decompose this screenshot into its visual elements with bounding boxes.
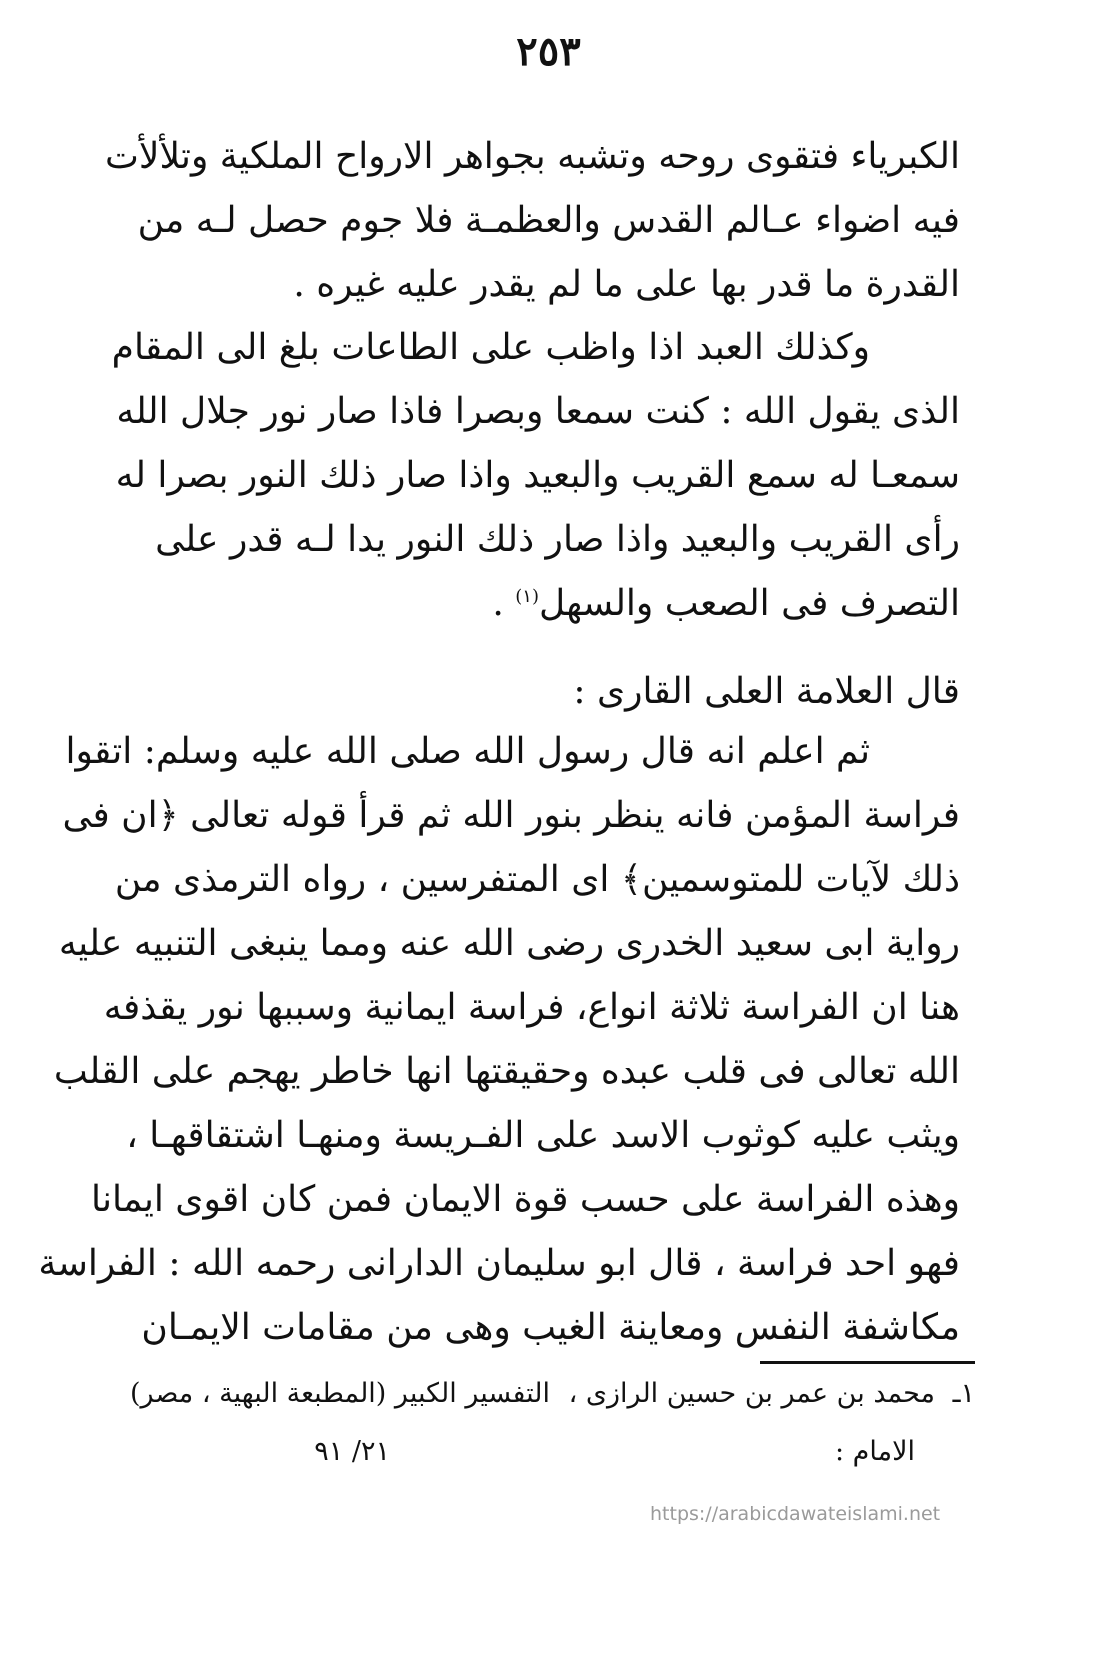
footnote-book: التفسير الكبير (المطبعة البهية ، مصر) <box>129 1378 550 1409</box>
watermark-url: https://arabicdawateislami.net <box>650 1503 941 1525</box>
footnote-number: ١ـ <box>952 1378 975 1409</box>
text-line-content: التصرف فى الصعب والسهل <box>538 583 960 624</box>
text-line: ذلك لآيات للمتوسمين﴾ اى المتفرسين ، رواه الترمذى من <box>114 859 960 900</box>
text-line: رأى القريب والبعيد واذا صار ذلك النور يدا لـه قدر على <box>155 519 960 560</box>
text-line: وهذه الفراسة على حسب قوة الايمان فمن كان اقوى ايمانا <box>91 1179 960 1220</box>
text-line: القدرة ما قدر بها على ما لم يقدر عليه غيره . <box>293 264 960 305</box>
footnote-divider <box>760 1361 975 1364</box>
text-line: ويثب عليه كوثوب الاسد على الفـريسة ومنهـا اشتقاقهـا ، <box>126 1115 960 1156</box>
text-line: فراسة المؤمن فانه ينظر بنور الله ثم قرأ قوله تعالى ﴿ان فى <box>62 795 960 836</box>
paragraph-2 <box>111 316 960 636</box>
footnote-author: محمد بن عمر بن حسين الرازى ، <box>568 1378 935 1409</box>
text-line: وكذلك العبد اذا واظب على الطاعات بلغ الى المقام <box>111 327 870 368</box>
footnote-label: الامام : <box>835 1436 915 1467</box>
footnote-pages: ٢١/ ٩١ <box>314 1436 390 1467</box>
text-line: فهو احد فراسة ، قال ابو سليمان الدارانى رحمه الله : الفراسة <box>38 1243 960 1284</box>
text-line: هنا ان الفراسة ثلاثة انواع، فراسة ايمانية وسببها نور يقذفه <box>103 987 960 1028</box>
text-line: فيه اضواء عـالم القدس والعظمـة فلا جوم حصل لـه من <box>137 200 960 241</box>
text-line: رواية ابى سعيد الخدرى رضى الله عنه ومما ينبغى التنبيه عليه <box>58 923 960 964</box>
text-line: الله تعالى فى قلب عبده وحقيقتها انها خاطر يهجم على القلب <box>53 1051 960 1092</box>
text-line: الكبرياء فتقوى روحه وتشبه بجواهر الارواح الملكية وتلألأت <box>105 136 960 177</box>
section-heading: قال العلامة العلى القارى : <box>573 671 960 712</box>
end-mark: . <box>492 583 516 624</box>
text-line <box>230 572 960 636</box>
text-line: مكاشفة النفس ومعاينة الغيب وهى من مقامات الايمـان <box>141 1307 960 1348</box>
page-number: ٢٥٣ <box>516 28 581 75</box>
paragraph-3 <box>38 720 960 1360</box>
footnote-reference[interactable]: (١) <box>515 586 539 607</box>
paragraph-1 <box>105 125 960 317</box>
text-line: سمعـا له سمع القريب والبعيد واذا صار ذلك النور بصرا له <box>115 455 960 496</box>
text-line: الذى يقول الله : كنت سمعا وبصرا فاذا صار نور جلال الله <box>116 391 960 432</box>
text-line: ثم اعلم انه قال رسول الله صلى الله عليه وسلم: اتقوا <box>65 731 870 772</box>
